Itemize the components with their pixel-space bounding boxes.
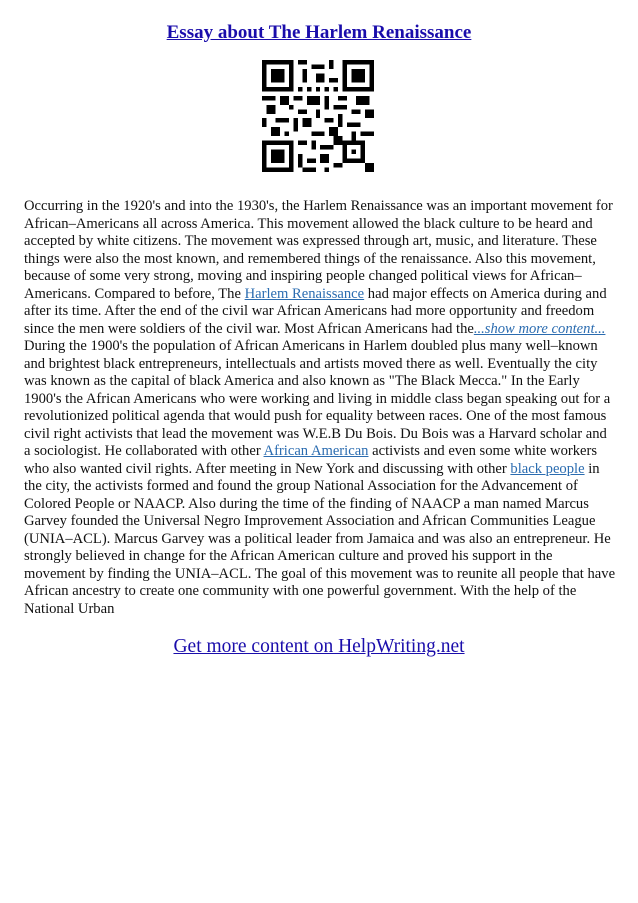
paragraph-text: activists and even some white workers who also wanted civil rights. After meeting in New York and discussing with other — [24, 443, 598, 477]
show-more-link[interactable]: ...show more content... — [473, 320, 606, 337]
essay-body — [24, 198, 616, 618]
black-people-link[interactable]: black people — [510, 460, 585, 477]
essay-paragraph-1 — [24, 198, 616, 338]
paragraph-text: During the 1900's the population of African Americans in Harlem doubled plus many well–known and brightest black entrepreneurs, intellectuals and artists moved there as well. Eventually the city was known as the capital of black America and also known as "The Black Mecca." In the Early 1900's the African Americans who were working and living in middle class began speaking out for a revolutionized political agenda that would push for equality between races. One of the most famous civil right activists that lead the movement was W.E.B Du Bois. Du Bois was a Harvard scholar and a sociologist. He collaborated with other — [24, 338, 611, 459]
paragraph-text: had major effects on America during and after its time. After the end of the civil war African Americans had more opportunity and freedom since the men were soldiers of the civil war. Most African Americans had the — [24, 285, 607, 337]
paragraph-text: Occurring in the 1920's and into the 1930's, the Harlem Renaissance was an important movement for African–Americans all across America. This movement allowed the black culture to be heard and accepted by white citizens. The movement was expressed through art, music, and literature. These things were also the most known, and remembered things of the renaissance. Also this movement, because of some very strong, moving and inspiring people changed political views for African–Americans. Compared to before, The — [24, 198, 613, 302]
essay-paragraph-2 — [24, 338, 616, 618]
paragraph-text: in the city, the activists formed and found the group National Association for the Advancement of Colored People or NAACP. Also during the time of the finding of NAACP a man named Marcus Garvey founded the Universal Negro Improvement Association and African Communities League (UNIA–ACL). Marcus Garvey was a political leader from Jamaica and was also an entrepreneur. He strongly believed in change for the African American culture and proved his support in the movement by finding the UNIA–ACL. The goal of this movement was to reunite all people that have African ancestry to create one community with one powerful government. With the help of the National Urban — [24, 460, 616, 617]
qr-code-icon — [262, 60, 374, 172]
essay-title[interactable]: Essay about The Harlem Renaissance — [166, 22, 472, 43]
get-more-content-link[interactable]: Get more content on HelpWriting.net — [173, 636, 465, 657]
african-american-link[interactable]: African American — [263, 443, 369, 459]
harlem-renaissance-link[interactable]: Harlem Renaissance — [244, 285, 365, 302]
